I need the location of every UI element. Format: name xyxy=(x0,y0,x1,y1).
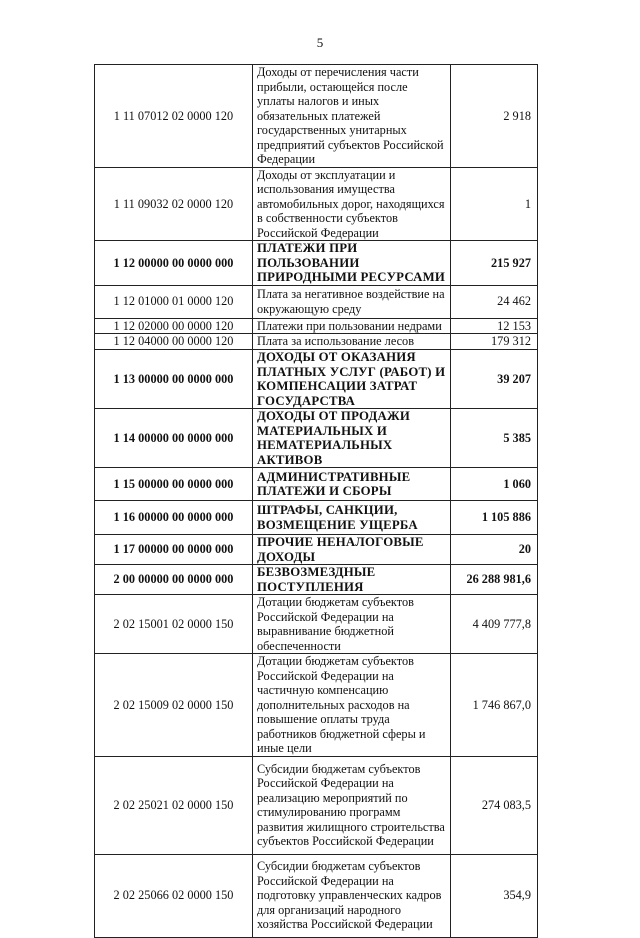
revenue-table xyxy=(94,64,538,938)
row-amount: 179 312 xyxy=(451,334,538,350)
row-amount: 24 462 xyxy=(451,285,538,318)
table-row xyxy=(95,350,538,409)
row-amount: 274 083,5 xyxy=(451,756,538,854)
revenue-table-body xyxy=(95,65,538,938)
table-row xyxy=(95,565,538,595)
table-row xyxy=(95,334,538,350)
table-row xyxy=(95,167,538,241)
row-amount: 354,9 xyxy=(451,854,538,937)
table-row xyxy=(95,595,538,654)
row-name: Плата за использование лесов xyxy=(253,334,451,350)
row-code: 2 02 15009 02 0000 150 xyxy=(95,654,253,757)
table-row xyxy=(95,501,538,535)
row-name: Субсидии бюджетам субъектов Российской Федерации на реализацию мероприятий по стимулированию программ развития жилищного строительства субъектов Российской Федерации xyxy=(253,756,451,854)
table-row xyxy=(95,854,538,937)
table-row xyxy=(95,65,538,168)
table-row xyxy=(95,241,538,286)
table-row xyxy=(95,535,538,565)
row-name: Доходы от перечисления части прибыли, остающейся после уплаты налогов и иных обязательных платежей государственных унитарных предприятий субъектов Российской Федерации xyxy=(253,65,451,168)
row-amount: 4 409 777,8 xyxy=(451,595,538,654)
row-name: Платежи при пользовании недрами xyxy=(253,318,451,334)
row-name: ДОХОДЫ ОТ ОКАЗАНИЯ ПЛАТНЫХ УСЛУГ (РАБОТ) И КОМПЕНСАЦИИ ЗАТРАТ ГОСУДАРСТВА xyxy=(253,350,451,409)
table-row xyxy=(95,409,538,468)
table-row xyxy=(95,654,538,757)
row-code: 2 02 15001 02 0000 150 xyxy=(95,595,253,654)
row-code: 2 02 25021 02 0000 150 xyxy=(95,756,253,854)
table-row xyxy=(95,285,538,318)
page-number: 5 xyxy=(316,35,324,50)
row-amount: 5 385 xyxy=(451,409,538,468)
row-name: ДОХОДЫ ОТ ПРОДАЖИ МАТЕРИАЛЬНЫХ И НЕМАТЕРИАЛЬНЫХ АКТИВОВ xyxy=(253,409,451,468)
row-code: 2 00 00000 00 0000 000 xyxy=(95,565,253,595)
row-amount: 39 207 xyxy=(451,350,538,409)
table-row xyxy=(95,756,538,854)
row-name: Дотации бюджетам субъектов Российской Федерации на выравнивание бюджетной обеспеченности xyxy=(253,595,451,654)
row-amount: 1 xyxy=(451,167,538,241)
row-amount: 215 927 xyxy=(451,241,538,286)
row-name: Плата за негативное воздействие на окружающую среду xyxy=(253,285,451,318)
row-code: 1 12 00000 00 0000 000 xyxy=(95,241,253,286)
table-row xyxy=(95,318,538,334)
row-code: 1 13 00000 00 0000 000 xyxy=(95,350,253,409)
row-amount: 20 xyxy=(451,535,538,565)
row-name: ШТРАФЫ, САНКЦИИ, ВОЗМЕЩЕНИЕ УЩЕРБА xyxy=(253,501,451,535)
row-name: ПЛАТЕЖИ ПРИ ПОЛЬЗОВАНИИ ПРИРОДНЫМИ РЕСУРСАМИ xyxy=(253,241,451,286)
row-name: Дотации бюджетам субъектов Российской Федерации на частичную компенсацию дополнительных расходов на повышение оплаты труда работников бюджетной сферы и иные цели xyxy=(253,654,451,757)
row-code: 1 12 02000 00 0000 120 xyxy=(95,318,253,334)
row-code: 1 11 09032 02 0000 120 xyxy=(95,167,253,241)
row-code: 1 14 00000 00 0000 000 xyxy=(95,409,253,468)
row-name: Доходы от эксплуатации и использования имущества автомобильных дорог, находящихся в собственности субъектов Российской Федерации xyxy=(253,167,451,241)
table-row xyxy=(95,468,538,501)
row-name: БЕЗВОЗМЕЗДНЫЕ ПОСТУПЛЕНИЯ xyxy=(253,565,451,595)
row-amount: 1 060 xyxy=(451,468,538,501)
row-amount: 26 288 981,6 xyxy=(451,565,538,595)
row-code: 1 12 01000 01 0000 120 xyxy=(95,285,253,318)
row-name: АДМИНИСТРАТИВНЫЕ ПЛАТЕЖИ И СБОРЫ xyxy=(253,468,451,501)
row-amount: 1 746 867,0 xyxy=(451,654,538,757)
row-amount: 2 918 xyxy=(451,65,538,168)
row-name: ПРОЧИЕ НЕНАЛОГОВЫЕ ДОХОДЫ xyxy=(253,535,451,565)
row-amount: 12 153 xyxy=(451,318,538,334)
row-code: 1 11 07012 02 0000 120 xyxy=(95,65,253,168)
row-code: 1 17 00000 00 0000 000 xyxy=(95,535,253,565)
row-code: 1 12 04000 00 0000 120 xyxy=(95,334,253,350)
row-amount: 1 105 886 xyxy=(451,501,538,535)
row-code: 2 02 25066 02 0000 150 xyxy=(95,854,253,937)
row-code: 1 16 00000 00 0000 000 xyxy=(95,501,253,535)
row-name: Субсидии бюджетам субъектов Российской Федерации на подготовку управленческих кадров для организаций народного хозяйства Российской Федерации xyxy=(253,854,451,937)
row-code: 1 15 00000 00 0000 000 xyxy=(95,468,253,501)
